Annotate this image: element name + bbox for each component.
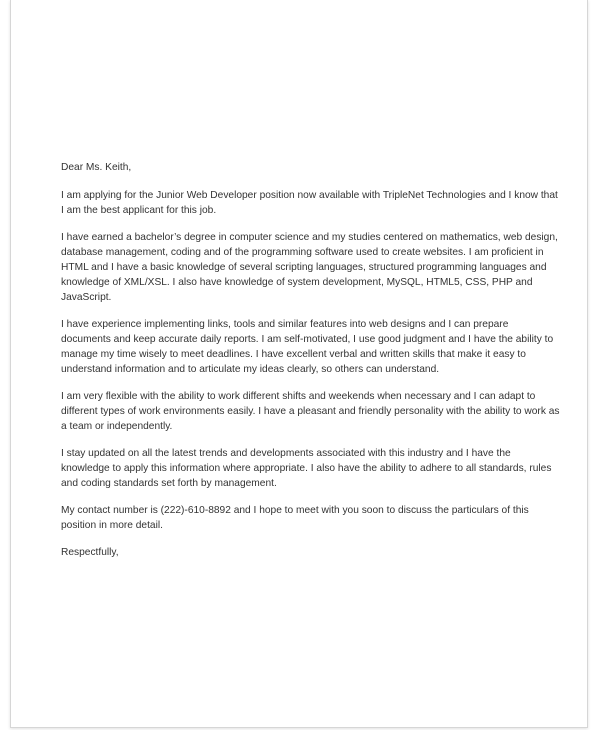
letter-paragraph-trends: I stay updated on all the latest trends and developments associated with this industry and I have the knowledge to apply this information where appropriate. I also have the ability to adhere to all standards, rules and coding standards set forth by management.: [61, 448, 552, 489]
letter-closing: Respectfully,: [61, 547, 119, 558]
letter-salutation: Dear Ms. Keith,: [61, 162, 132, 173]
document-page: [10, 0, 588, 728]
letter-paragraph-experience: I have experience implementing links, tools and similar features into web designs and I can prepare documents and keep accurate daily reports. I am self-motivated, I use good judgment and I have the ability to manage my time wisely to meet deadlines. I have excellent verbal and written skills that make it easy to understand information and to articulate my ideas clearly, so others can understand.: [61, 319, 554, 375]
letter-paragraph-contact: My contact number is (222)-610-8892 and I hope to meet with you soon to discuss the particulars of this position in more detail.: [61, 505, 529, 531]
cover-letter: [61, 160, 561, 572]
letter-paragraph-flexibility: I am very flexible with the ability to work different shifts and weekends when necessary and I can adapt to different types of work environments easily. I have a pleasant and friendly personality with the ability to work as a team or independently.: [61, 391, 560, 432]
letter-paragraph-education: I have earned a bachelor’s degree in computer science and my studies centered on mathematics, web design, database management, coding and of the programming software used to create websites. I am proficient in HTML and I have a basic knowledge of several scripting languages, structured programming languages and knowledge of XML/XSL. I also have knowledge of system development, MySQL, HTML5, CSS, PHP and JavaScript.: [61, 232, 558, 303]
letter-paragraph-intro: I am applying for the Junior Web Developer position now available with TripleNet Technologies and I know that I am the best applicant for this job.: [61, 190, 558, 216]
